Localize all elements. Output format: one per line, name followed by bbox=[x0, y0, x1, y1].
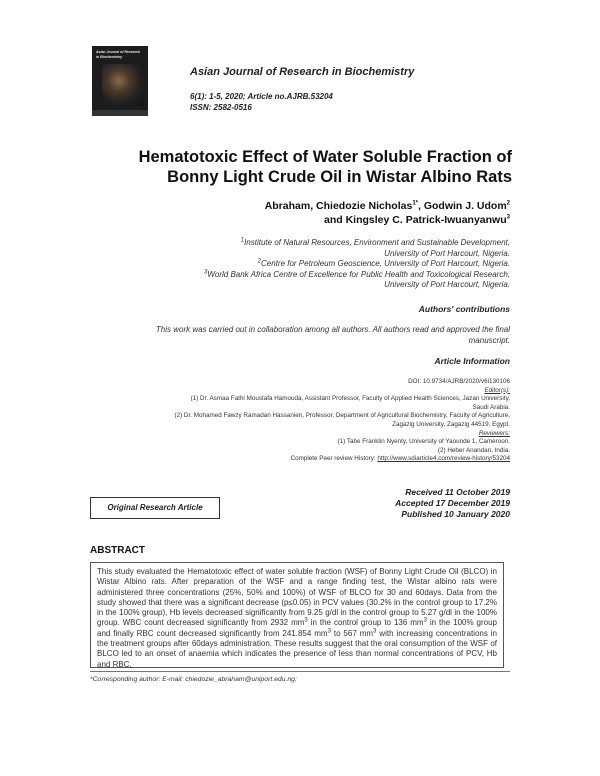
editors-label: Editor(s): bbox=[484, 386, 510, 394]
reviewers-label: Reviewers: bbox=[478, 429, 510, 437]
article-type-box: Original Research Article bbox=[90, 497, 220, 519]
editor-2-line-1: (2) Dr. Mohamed Fawzy Ramadan Hassanien, Professor, Department of Agricultural Biochemistry, Faculty of Agriculture, bbox=[174, 412, 510, 420]
affiliation-2-line-1: Centre for Petroleum Geoscience, University of Port Harcourt, Nigeria. bbox=[261, 259, 510, 268]
cover-band bbox=[92, 110, 148, 116]
author-list bbox=[90, 199, 510, 227]
affiliation-1-line-2: University of Port Harcourt, Nigeria. bbox=[384, 248, 510, 258]
journal-issue: 6(1): 1-5, 2020; Article no.AJRB.53204 bbox=[190, 92, 333, 101]
article-info bbox=[70, 378, 510, 464]
journal-issn: ISSN: 2582-0516 bbox=[190, 103, 252, 112]
affiliation-2 bbox=[70, 259, 510, 270]
author-line-2 bbox=[90, 213, 510, 227]
article-dates bbox=[310, 487, 510, 520]
paper-title bbox=[60, 147, 512, 187]
author-1-name: Abraham, Chiedozie Nicholas bbox=[264, 200, 413, 212]
author-line-1 bbox=[90, 199, 510, 213]
affiliation-2-sup: 2 bbox=[257, 258, 262, 265]
review-history-label: Complete Peer review History: bbox=[290, 455, 378, 463]
contributions-heading: Authors' contributions bbox=[418, 304, 510, 314]
affiliation-1-line-1: Institute of Natural Resources, Environment and Sustainable Development, bbox=[244, 238, 510, 247]
author-1-sup: 1* bbox=[412, 200, 418, 207]
contributions-text-line-2: manuscript. bbox=[468, 336, 510, 345]
affiliations bbox=[70, 238, 510, 291]
review-history-link[interactable]: http://www.sdiarticle4.com/review-history/53204 bbox=[377, 455, 510, 463]
accepted-date: Accepted 17 December 2019 bbox=[395, 498, 510, 508]
abstract-text-3: in the 100% group and finally RBC count decreased significantly from 241.854 mm bbox=[97, 618, 497, 638]
received-date: Received 11 October 2019 bbox=[405, 487, 510, 497]
paper-title-line-2: Bonny Light Crude Oil in Wistar Albino Rats bbox=[167, 168, 512, 186]
cover-title: Asian Journal of Research in Biochemistry bbox=[96, 50, 141, 59]
article-info-heading: Article Information bbox=[434, 356, 510, 366]
cover-artwork bbox=[102, 64, 144, 106]
footnote-divider bbox=[90, 671, 510, 672]
abstract-text-2: in the control group to 136 mm bbox=[307, 618, 424, 628]
editor-2-line-2: Zagazig University, Zagazig 44519, Egypt. bbox=[392, 420, 510, 428]
abstract-text-4: to 567 mm bbox=[330, 628, 374, 638]
review-history bbox=[70, 455, 510, 464]
abstract-sup-2: 3 bbox=[423, 617, 427, 624]
reviewer-2: (2) Heber Anandan, India. bbox=[437, 446, 510, 454]
editor-1-line-2: Saudi Arabia. bbox=[472, 403, 510, 411]
doi: DOI: 10.9734/AJRB/2020/v6i130106 bbox=[408, 378, 510, 385]
editor-1-line-1: (1) Dr. Asmaa Fathi Moustafa Hamouda, Assistant Professor, Faculty of Applied Health Sciences, Jazan University, bbox=[190, 395, 510, 403]
affiliation-3-line-2: University of Port Harcourt, Nigeria. bbox=[384, 280, 510, 289]
abstract-sup-3: 3 bbox=[327, 628, 331, 635]
author-2-sup: 2 bbox=[506, 200, 510, 207]
journal-name: Asian Journal of Research in Biochemistry bbox=[190, 66, 415, 78]
paper-title-line-1: Hematotoxic Effect of Water Soluble Fraction of bbox=[138, 148, 512, 166]
author-2-name: , Godwin J. Udom bbox=[417, 200, 507, 212]
affiliation-3-sup: 3 bbox=[203, 268, 208, 275]
abstract-heading: ABSTRACT bbox=[90, 545, 145, 556]
affiliation-1 bbox=[70, 238, 510, 249]
journal-cover-image bbox=[92, 46, 148, 116]
affiliation-1-sup: 1 bbox=[240, 237, 245, 244]
author-3-sup: 3 bbox=[506, 214, 510, 221]
abstract-text-5: with increasing concentrations in the treatment groups after 60days administration. These results suggest that the oral consumption of the WSF of BLCO led to an onset of anaemia which indicates the presence of less than normal concentrations of PCV, Hb and RBC. bbox=[97, 628, 498, 669]
contributions-text bbox=[90, 324, 510, 346]
abstract-box bbox=[90, 562, 504, 668]
reviewer-1: (1) Tabe Franklin Nyenty, University of Yaounde 1, Cameroon. bbox=[337, 438, 510, 446]
corresponding-author-footnote: *Corresponding author: E-mail: chiedozie_abraham@uniport.edu.ng; bbox=[90, 676, 297, 683]
affiliation-3 bbox=[70, 270, 510, 281]
affiliation-3-line-1: World Bank Africa Centre of Excellence for Public Health and Toxicological Research, bbox=[207, 269, 510, 279]
author-3-name: and Kingsley C. Patrick-Iwuanyanwu bbox=[324, 214, 507, 226]
abstract-sup-4: 3 bbox=[373, 628, 377, 635]
abstract-sup-1: 3 bbox=[304, 617, 308, 624]
published-date: Published 10 January 2020 bbox=[401, 509, 510, 519]
abstract-text-1: This study evaluated the Hematotoxic effect of water soluble fraction (WSF) of Bonny Light Crude Oil (BLCO) in Wistar Albino rats. After preparation of the WSF and a range finding test, the Wistar albino rats were administered three concentrations (25%, 50% and 100%) of WSF of BLCO for 30 and 60days. Data from the study showed that there was a significant decrease (p≤0.05) in PCV values (30.2% in the control group to 17.2% in the 100% group), Hb levels decreased significantly from 9.25 g/dl in the control group to 5.27 g/dl in the 100% group. WBC count decreased significantly from 2932 mm bbox=[97, 567, 497, 628]
contributions-text-line-1: This work was carried out in collaboration among all authors. All authors read and approved the final bbox=[155, 325, 510, 334]
